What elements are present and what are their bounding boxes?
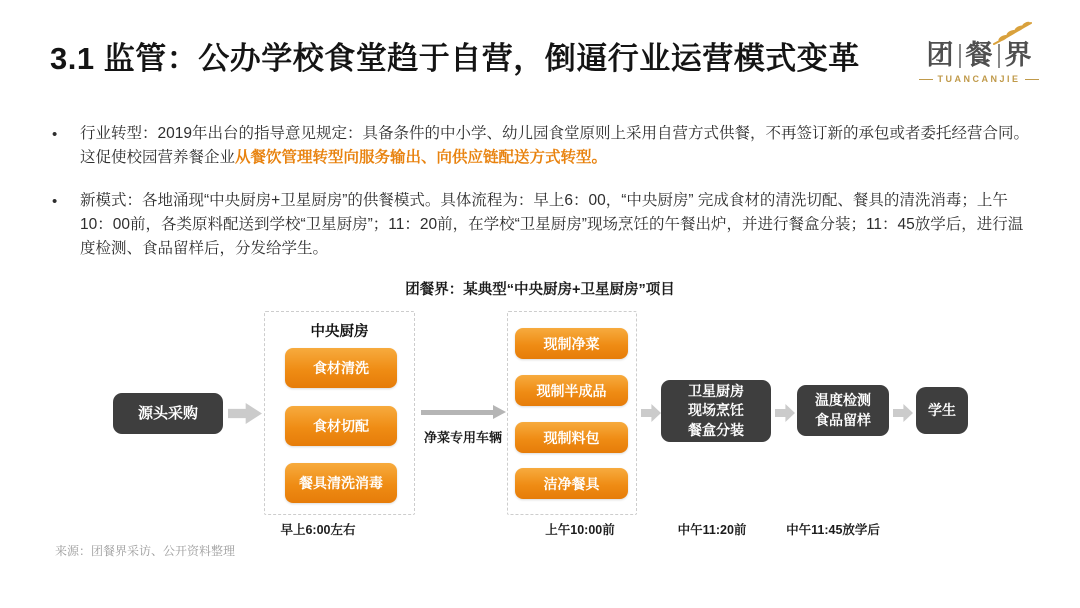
logo-char: 团 (926, 40, 954, 70)
node-label: 源头采购 (137, 405, 198, 422)
step-label: 现制料包 (543, 429, 600, 446)
flow-step-ingredient-cutting (285, 406, 397, 446)
flow-node-source-procurement (113, 393, 223, 434)
bullet-marker: • (52, 126, 58, 143)
time-label-satellite-prep: 上午10:00前 (545, 523, 615, 537)
flow-step-sauce-packs (515, 422, 628, 453)
logo-dash (919, 79, 933, 80)
step-label: 洁净餐具 (543, 475, 600, 492)
brand-logo (916, 20, 1042, 84)
arrow-right-icon (641, 404, 661, 422)
bullet-text (80, 189, 1030, 261)
source-note: 来源：团餐界采访、公开资料整理 (55, 544, 236, 558)
flow-step-utensil-disinfection (285, 463, 397, 503)
logo-wordmark (916, 42, 1042, 69)
arrow-right-icon (775, 404, 795, 422)
arrow-right-icon (228, 403, 262, 424)
node-line: 餐盒分装 (688, 421, 744, 438)
transport-label: 净菜专用车辆 (423, 430, 502, 445)
flow-step-ingredient-washing (285, 348, 397, 388)
node-label: 学生 (928, 401, 956, 418)
step-label: 食材清洗 (313, 360, 369, 376)
step-label: 食材切配 (313, 418, 369, 434)
diagram-title: 团餐界：某典型“中央厨房+卫星厨房”项目 (405, 282, 675, 298)
logo-char: 界 (1004, 40, 1032, 70)
bullet-list (52, 122, 1030, 280)
time-label-central-kitchen: 早上6:00左右 (280, 523, 356, 537)
page-title: 3.1 监管：公办学校食堂趋于自营，倒逼行业运营模式变革 (50, 41, 860, 76)
logo-divider (998, 44, 1000, 68)
bullet-highlight-text: 从餐饮管理转型向服务输出、向供应链配送方式转型。 (235, 149, 608, 167)
bullet-plain-text: 新模式：各地涌现“中央厨房+卫星厨房”的供餐模式。具体流程为：早上6：00，“中央厨房” 完成食材的清洗切配、餐具的清洗消毒；上午10：00前，各类原料配送到学校“卫星厨房”；11：20前，在学校“卫星厨房”现场烹饪的午餐出炉，并进行餐盒分装；11：45放学后，进行温度检测、食品留样后，分发给学生。 (80, 192, 1024, 258)
group-title: 中央厨房 (310, 324, 369, 340)
arrow-stem (421, 410, 494, 415)
arrow-right-icon (421, 405, 506, 420)
node-line: 卫星厨房 (688, 382, 744, 399)
bullet-plain-text: 行业转型：2019年出台的指导意见规定：具备条件的中小学、幼儿园食堂原则上采用自营方式供餐，不再签订新的承包或者委托经营合同。这促使校园营养餐企业 (80, 125, 1029, 167)
node-line: 食品留样 (815, 411, 871, 428)
arrow-head (493, 405, 506, 419)
logo-subtitle-text: TUANCANJIE (937, 74, 1021, 84)
step-label: 餐具清洗消毒 (299, 475, 383, 491)
group-satellite-prep (507, 311, 637, 515)
group-central-kitchen (264, 311, 415, 515)
step-label: 现制半成品 (536, 382, 607, 399)
logo-divider (959, 44, 961, 68)
wheat-icon (990, 20, 1034, 46)
flow-node-student (916, 387, 968, 434)
logo-char: 餐 (965, 40, 993, 70)
logo-dash (1025, 79, 1039, 80)
node-line: 现场烹饪 (688, 402, 744, 419)
flow-step-fresh-vegetables (515, 328, 628, 359)
time-label-satellite-kitchen: 中午11:20前 (677, 523, 747, 537)
logo-subtitle (916, 74, 1042, 84)
flow-step-clean-utensils (515, 468, 628, 499)
arrow-right-icon (893, 404, 913, 422)
step-label: 现制净菜 (543, 335, 600, 352)
bullet-marker: • (52, 193, 58, 211)
time-label-inspection: 中午11:45放学后 (786, 523, 880, 537)
flow-node-inspection (797, 385, 889, 436)
node-line: 温度检测 (815, 391, 871, 408)
bullet-item-industry-transition (52, 122, 1030, 170)
bullet-text (80, 122, 1030, 170)
bullet-item-new-model (52, 189, 1030, 261)
flow-node-satellite-kitchen (661, 380, 771, 442)
flow-step-semi-finished (515, 375, 628, 406)
